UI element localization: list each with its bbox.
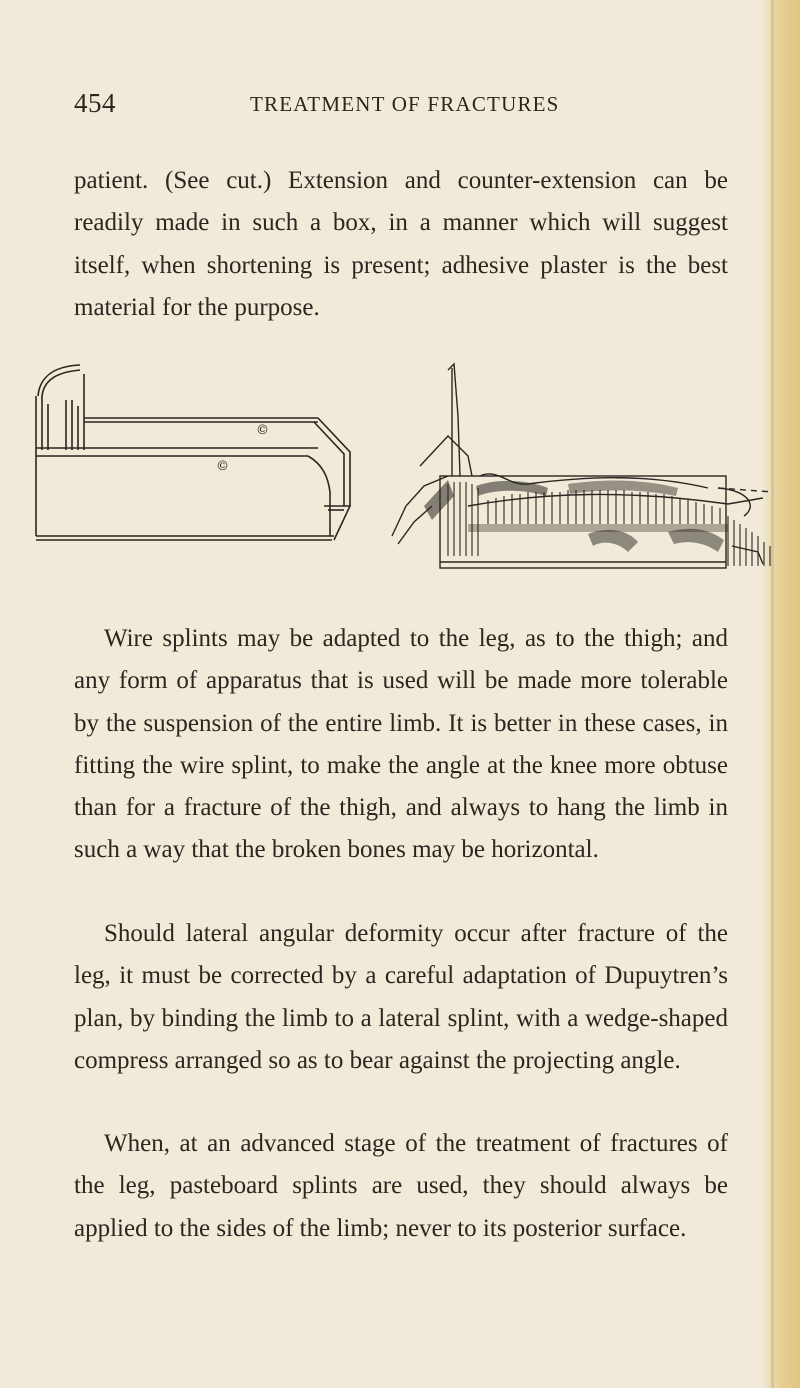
splint-box-icon [36, 365, 350, 540]
fig-mark-lower: © [216, 459, 229, 474]
running-head: TREATMENT OF FRACTURES [250, 92, 560, 116]
paragraph-1: patient. (See cut.) Extension and counter-extension can be readily made in such a box, in a manner which will suggest itself, when shortening is present; adhesive plaster is the best material for the purpose. [74, 167, 728, 321]
paragraph-3: Should lateral angular deformity occur after fracture of the leg, it must be corrected by a careful adaptation of Dupuytren’s plan, by binding the limb to a lateral splint, with a wedge-shaped compress arranged so as to bear against the projecting angle. [74, 920, 728, 1074]
page-edge-line [771, 0, 774, 1388]
fig-mark-upper: © [256, 423, 269, 438]
page-edge-shadow [762, 0, 800, 1388]
paragraph-2: Wire splints may be adapted to the leg, as to the thigh; and any form of apparatus that is used will be made more tolerable by the suspension of the entire limb. It is better in these cases, in fitting the wire splint, to make the angle at the knee more obtuse than for a fracture of the thigh, and always to hang the limb in such a way that the broken bones may be horizontal. [74, 625, 728, 864]
page-header [74, 88, 724, 124]
illustration-svg [28, 356, 783, 581]
illustration [28, 356, 783, 581]
page-number: 454 [74, 88, 116, 118]
paragraph-4: When, at an advanced stage of the treatment of fractures of the leg, pasteboard splints are used, they should always be applied to the sides of the limb; never to its posterior surface. [74, 1130, 728, 1242]
